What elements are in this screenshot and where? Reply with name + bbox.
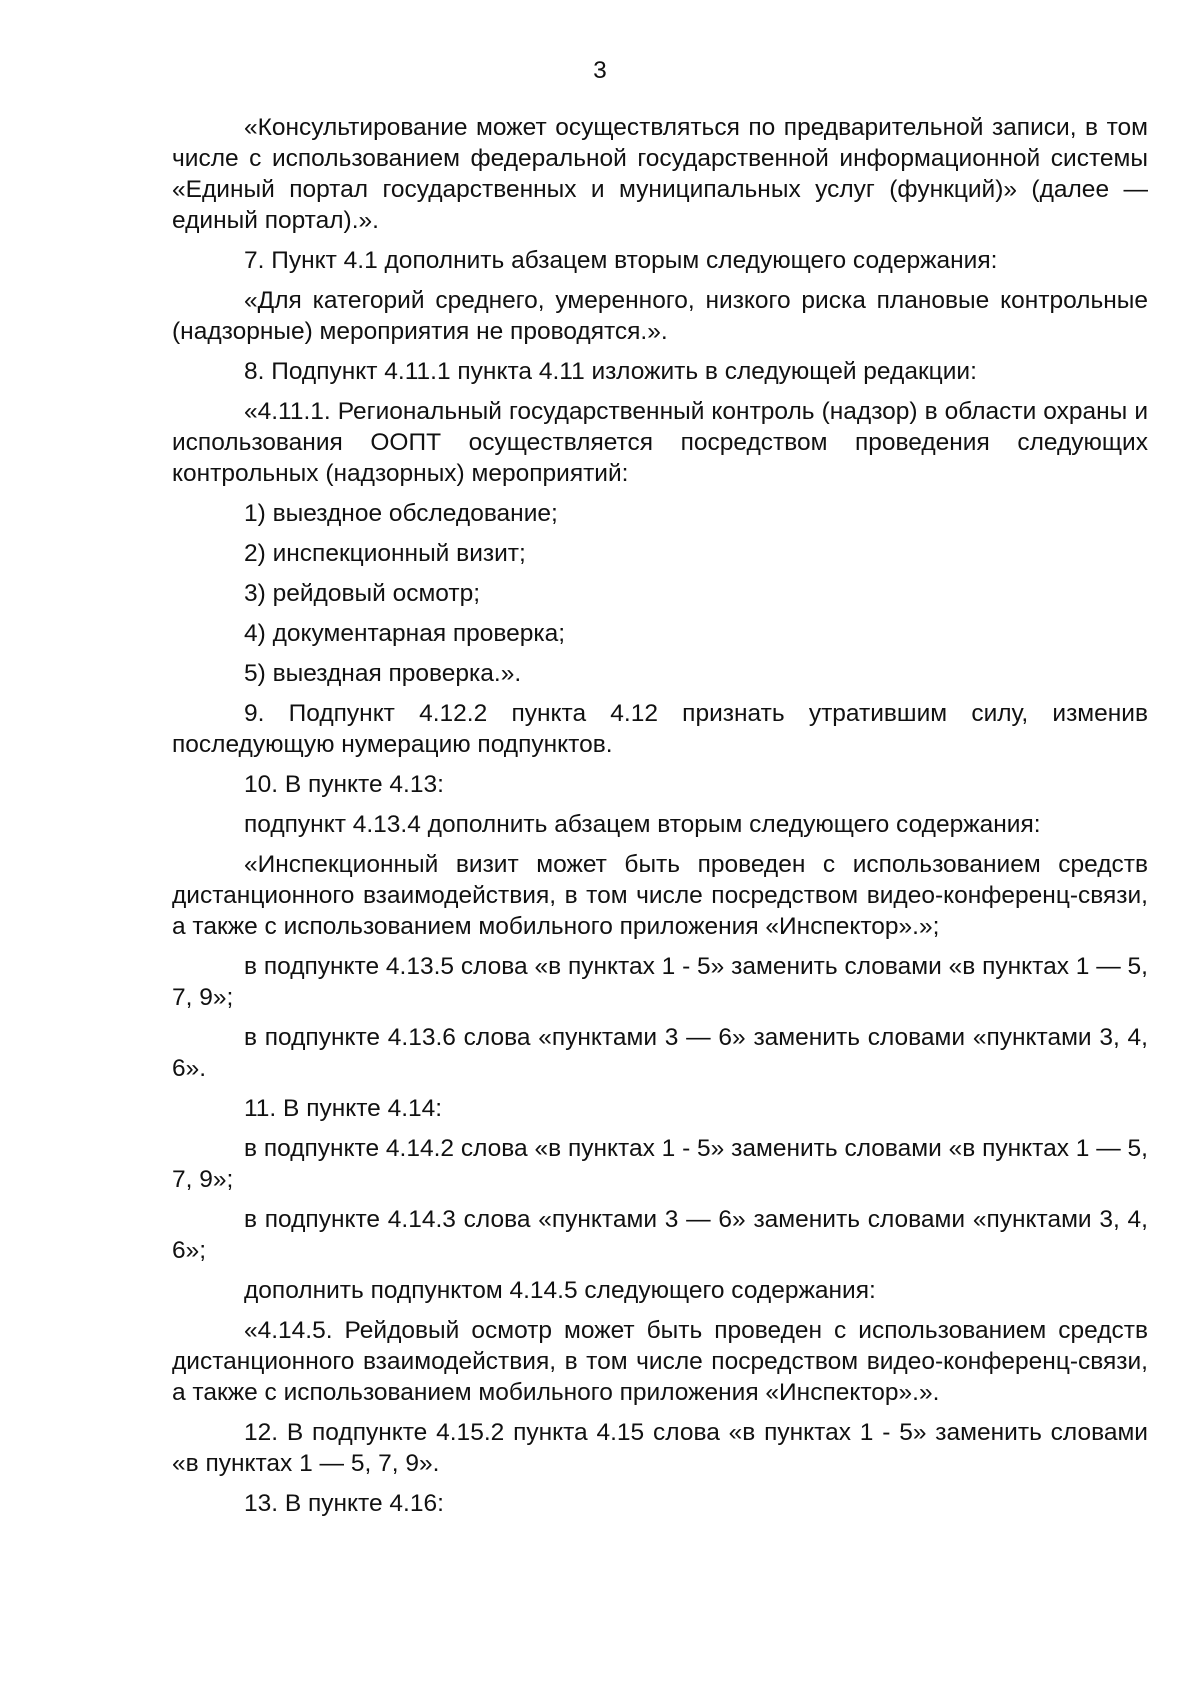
paragraph-consultation: «Консультирование может осуществляться по предварительной записи, в том числе с использованием федеральной государственной информационной системы «Единый портал государственных и муниципальных услуг (функций)» (далее — единый портал).». <box>172 114 1148 234</box>
paragraph-4-14-5: «4.14.5. Рейдовый осмотр может быть проведен с использованием средств дистанционного взаимодействия, в том числе посредством видео-конференц-связи, а также с использованием мобильного приложения «Инспектор».». <box>172 1317 1148 1406</box>
paragraph-item-10: 10. В пункте 4.13: <box>244 771 444 798</box>
list-item-4: 4) документарная проверка; <box>244 620 566 647</box>
list-item-3: 3) рейдовый осмотр; <box>244 580 481 607</box>
document-body <box>172 112 1148 1528</box>
paragraph-inspection-visit: «Инспекционный визит может быть проведен с использованием средств дистанционного взаимодействия, в том числе посредством видео-конференц-связи, а также с использованием мобильного приложения «Инспектор».»; <box>172 851 1148 940</box>
paragraph-4-13-6: в подпункте 4.13.6 слова «пунктами 3 — 6» заменить словами «пунктами 3, 4, 6». <box>172 1024 1148 1082</box>
paragraph-item-12: 12. В подпункте 4.15.2 пункта 4.15 слова «в пунктах 1 - 5» заменить словами «в пунктах 1 — 5, 7, 9». <box>172 1419 1148 1477</box>
paragraph-item-8: 8. Подпункт 4.11.1 пункта 4.11 изложить в следующей редакции: <box>244 358 977 385</box>
paragraph-item-9: 9. Подпункт 4.12.2 пункта 4.12 признать утратившим силу, изменив последующую нумерацию подпунктов. <box>172 700 1148 758</box>
paragraph-4-11-1: «4.11.1. Региональный государственный контроль (надзор) в области охраны и использования ООПТ осуществляется посредством проведения следующих контрольных (надзорных) мероприятий: <box>172 398 1148 487</box>
paragraph-item-7: 7. Пункт 4.1 дополнить абзацем вторым следующего содержания: <box>244 247 998 274</box>
paragraph-item-11: 11. В пункте 4.14: <box>244 1095 443 1122</box>
paragraph-4-14-2: в подпункте 4.14.2 слова «в пунктах 1 - 5» заменить словами «в пунктах 1 — 5, 7, 9»; <box>172 1135 1148 1193</box>
paragraph-add-4-14-5: дополнить подпунктом 4.14.5 следующего содержания: <box>244 1277 876 1304</box>
list-item-5: 5) выездная проверка.». <box>244 660 522 687</box>
paragraph-item-13: 13. В пункте 4.16: <box>244 1490 444 1517</box>
list-item-1: 1) выездное обследование; <box>244 500 558 527</box>
paragraph-4-13-4: подпункт 4.13.4 дополнить абзацем вторым следующего содержания: <box>244 811 1041 838</box>
page-number: 3 <box>593 57 607 84</box>
list-item-2: 2) инспекционный визит; <box>244 540 526 567</box>
paragraph-4-13-5: в подпункте 4.13.5 слова «в пунктах 1 - 5» заменить словами «в пунктах 1 — 5, 7, 9»; <box>172 953 1148 1011</box>
paragraph-risk-categories: «Для категорий среднего, умеренного, низкого риска плановые контрольные (надзорные) мероприятия не проводятся.». <box>172 287 1148 345</box>
paragraph-4-14-3: в подпункте 4.14.3 слова «пунктами 3 — 6» заменить словами «пунктами 3, 4, 6»; <box>172 1206 1148 1264</box>
